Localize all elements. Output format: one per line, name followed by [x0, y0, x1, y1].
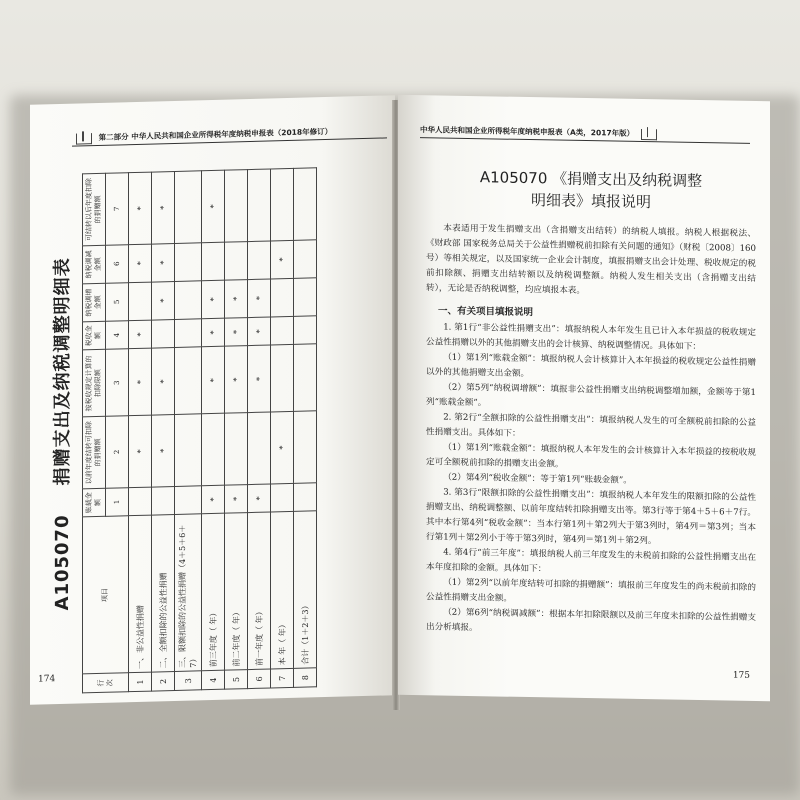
- table-cell: *: [152, 171, 175, 243]
- table-cell: *: [129, 320, 152, 349]
- table-cell: [175, 171, 202, 243]
- table-cell: [294, 240, 317, 279]
- instructions-heading: [426, 165, 756, 215]
- column-number: 7: [106, 173, 129, 245]
- table-title: [48, 174, 74, 695]
- column-number: 6: [106, 244, 129, 283]
- table-cell: [294, 168, 317, 240]
- table-cell: [175, 319, 202, 348]
- table-cell: *: [129, 415, 152, 487]
- table-cell: [271, 278, 294, 317]
- table-cell: [175, 486, 202, 515]
- table-cell: *: [152, 243, 175, 282]
- table-cell: [175, 347, 202, 415]
- table-cell: *: [248, 279, 271, 318]
- table-cell: [202, 242, 225, 281]
- table-cell: [294, 344, 317, 411]
- table-cell: *: [248, 484, 271, 513]
- heading-line-2: 明细表》填报说明: [530, 191, 651, 212]
- table-cell: *: [271, 240, 294, 279]
- table-cell: [271, 316, 294, 345]
- column-header: 纳税调增金额: [83, 283, 106, 322]
- row-line-number: 4: [202, 670, 225, 689]
- table-row: [294, 168, 317, 688]
- table-body: [129, 168, 317, 692]
- intro-paragraph: 本表适用于发生捐赠支出（含捐赠支出结转）的纳税人填报。纳税人根据税法、《财政部 国家税务总局关于公益性捐赠税前扣除有关问题的通知》（财税〔2008〕160号）等相关规定，以及国家统一企业会计制度，填报捐赠支出会计处理、税收规定的税前扣除额、捐赠支出结转额以及纳税调整额。纳税人发生相关支出（含捐赠支出结转），无论是否纳税调整，均应填报本表。: [426, 223, 756, 297]
- row-line-number: 5: [225, 670, 248, 689]
- table-cell: [294, 411, 317, 483]
- donation-table: [82, 167, 317, 693]
- table-cell: *: [225, 317, 248, 346]
- row-line-number: 8: [294, 668, 317, 687]
- table-cell: *: [129, 348, 152, 415]
- column-header: 纳税调减金额: [83, 245, 106, 284]
- table-cell: [152, 486, 175, 515]
- table-row: [152, 171, 175, 691]
- left-page: [30, 95, 395, 705]
- row-line-number: 2: [152, 672, 175, 691]
- table-cell: *: [129, 172, 152, 244]
- row-line-number: 6: [248, 669, 271, 688]
- right-page: [398, 95, 770, 701]
- column-number: 2: [106, 416, 129, 488]
- table-cell: *: [271, 411, 294, 483]
- instruction-paragraphs: [426, 320, 756, 641]
- book-icon: [641, 128, 657, 139]
- instruction-paragraph: （1）第2列“以前年度结转可扣除的捐赠额”：填报前三年度发生的尚未税前扣除的公益性捐赠支出金额。: [426, 577, 756, 604]
- column-header: 按税收规定计算的扣除限额: [83, 350, 106, 417]
- table-title-text: 捐赠支出及纳税调整明细表: [52, 257, 73, 486]
- row-item-label: 前二年度（ 年）: [225, 513, 248, 671]
- row-item-label: 前一年度（ 年）: [248, 512, 271, 670]
- row-item-label: 本 年（ 年）: [271, 512, 294, 670]
- table-cell: *: [129, 244, 152, 283]
- column-header: 账载金额: [83, 488, 106, 517]
- table-cell: *: [225, 484, 248, 513]
- table-cell: [175, 243, 202, 282]
- right-running-head-text: 中华人民共和国企业所得税年度纳税申报表（A类，2017年版）: [420, 125, 635, 138]
- table-cell: [175, 281, 202, 320]
- section-title: 一、有关项目填报说明: [438, 305, 534, 319]
- table-header-row: [83, 173, 106, 693]
- table-row: [175, 171, 202, 691]
- row-line-number: 3: [175, 671, 202, 691]
- instruction-paragraph: 4. 第4行“前三年度”：填报纳税人前三年度发生的未税前扣除的公益性捐赠支出在本年度扣除的金额。具体如下：: [426, 547, 756, 575]
- column-number: 3: [106, 349, 129, 416]
- left-running-head-text: 第二部分 中华人民共和国企业所得税年度纳税申报表（2018年修订）: [98, 126, 333, 142]
- column-header: 以前年度结转可扣除的捐赠额: [83, 416, 106, 488]
- table-cell: [248, 169, 271, 241]
- left-page-number: 174: [38, 674, 56, 685]
- table-cell: [225, 413, 248, 485]
- row-item-label: 二、全额扣除的公益性捐赠: [152, 515, 175, 673]
- table-row: [248, 169, 271, 689]
- table-cell: [225, 170, 248, 242]
- row-item-label: 合计（1＋2＋3）: [294, 511, 317, 669]
- row-item-label: 前三年度（ 年）: [202, 513, 225, 671]
- table-cell: *: [248, 317, 271, 346]
- instruction-paragraph: 2. 第2行“全额扣除的公益性捐赠支出”：填报纳税人发生的可全额税前扣除的公益性捐赠支出。具体如下：: [426, 412, 756, 439]
- table-cell: [294, 316, 317, 345]
- table-cell: *: [225, 279, 248, 318]
- column-number: 5: [106, 282, 129, 321]
- instruction-paragraph: 3. 第3行“限额扣除的公益性捐赠支出”：填报纳税人本年发生的限额扣除的公益性捐赠支出、纳税调整额、以前年度结转扣除捐赠支出等。第3行等于第4＋5＋6＋7行。其中本行第4列“税收金额”：当本行第1列＋第2列大于第3列时，第4列＝第3列；当本行第1列＋第2列小于等于第3列时，第4列＝第1列＋第2列。: [426, 487, 756, 547]
- table-cell: [248, 241, 271, 280]
- table-cell: [152, 319, 175, 348]
- table-cell: [294, 278, 317, 317]
- column-header: 可结转以后年度扣除的捐赠额: [83, 173, 106, 245]
- table-cell: *: [248, 345, 271, 412]
- table-cell: *: [225, 346, 248, 413]
- instructions-content: [426, 165, 756, 641]
- column-header: 行次: [83, 673, 129, 693]
- table-cell: *: [152, 281, 175, 320]
- left-running-head: [72, 123, 387, 146]
- column-header: 项目: [83, 516, 129, 674]
- table-cell: *: [152, 348, 175, 415]
- column-header: 税收金额: [83, 321, 106, 350]
- right-running-head: [420, 123, 750, 144]
- rotated-table-block: [48, 166, 368, 694]
- table-cell: [294, 483, 317, 512]
- column-number: 1: [106, 487, 129, 516]
- table-cell: *: [202, 318, 225, 347]
- book-icon: [76, 133, 92, 144]
- table-cell: *: [152, 415, 175, 487]
- table-cell: [129, 282, 152, 321]
- instruction-paragraph: （1）第1列“账载金额”：填报纳税人会计核算计入本年损益的税收规定公益性捐赠以外的其他捐赠支出金额。: [426, 352, 756, 380]
- instruction-paragraph: （1）第1列“账载金额”：填报纳税人本年发生的会计核算计入本年损益的按税收规定可全额税前扣除的捐赠支出金额。: [426, 442, 756, 470]
- table-cell: *: [202, 485, 225, 514]
- instruction-paragraph: 1. 第1行“非公益性捐赠支出”：填报纳税人本年发生且已计入本年损益的税收规定公益性捐赠以外的其他捐赠支出的会计核算、纳税调整情况。具体如下：: [426, 322, 756, 353]
- table-cell: [271, 345, 294, 412]
- table-cell: [271, 483, 294, 512]
- instruction-paragraph: （2）第6列“纳税调减额”：根据本年扣除限额以及前三年度未扣除的公益性捐赠支出分析填报。: [426, 607, 756, 634]
- table-cell: [225, 241, 248, 280]
- table-cell: *: [202, 280, 225, 319]
- table-cell: *: [202, 346, 225, 413]
- table-cell: [271, 168, 294, 240]
- table-row: [129, 172, 152, 692]
- table-row: [225, 170, 248, 690]
- instruction-paragraph: （2）第5列“纳税调增额”：填报非公益性捐赠支出纳税调整增加额，金额等于第1列“账载金额”。: [426, 382, 756, 409]
- table-row: [202, 170, 225, 690]
- table-cell: *: [202, 170, 225, 242]
- table-row: [271, 168, 294, 688]
- instruction-paragraph: （2）第4列“税收金额”：等于第1列“账载金额”。: [443, 472, 632, 486]
- table-cell: [202, 413, 225, 485]
- row-item-label: 一、非公益性捐赠: [129, 515, 152, 673]
- table-code: A105070: [52, 514, 73, 611]
- row-line-number: 7: [271, 669, 294, 688]
- row-line-number: 1: [129, 672, 152, 691]
- column-number: 4: [106, 320, 129, 349]
- table-cell: [248, 412, 271, 484]
- table-cell: [175, 414, 202, 486]
- right-page-number: 175: [732, 670, 750, 681]
- table-cell: [129, 487, 152, 516]
- row-item-label: 三、限额扣除的公益性捐赠（4＋5＋6＋7）: [175, 514, 202, 672]
- heading-line-1: A105070 《捐赠支出及纳税调整: [479, 168, 703, 191]
